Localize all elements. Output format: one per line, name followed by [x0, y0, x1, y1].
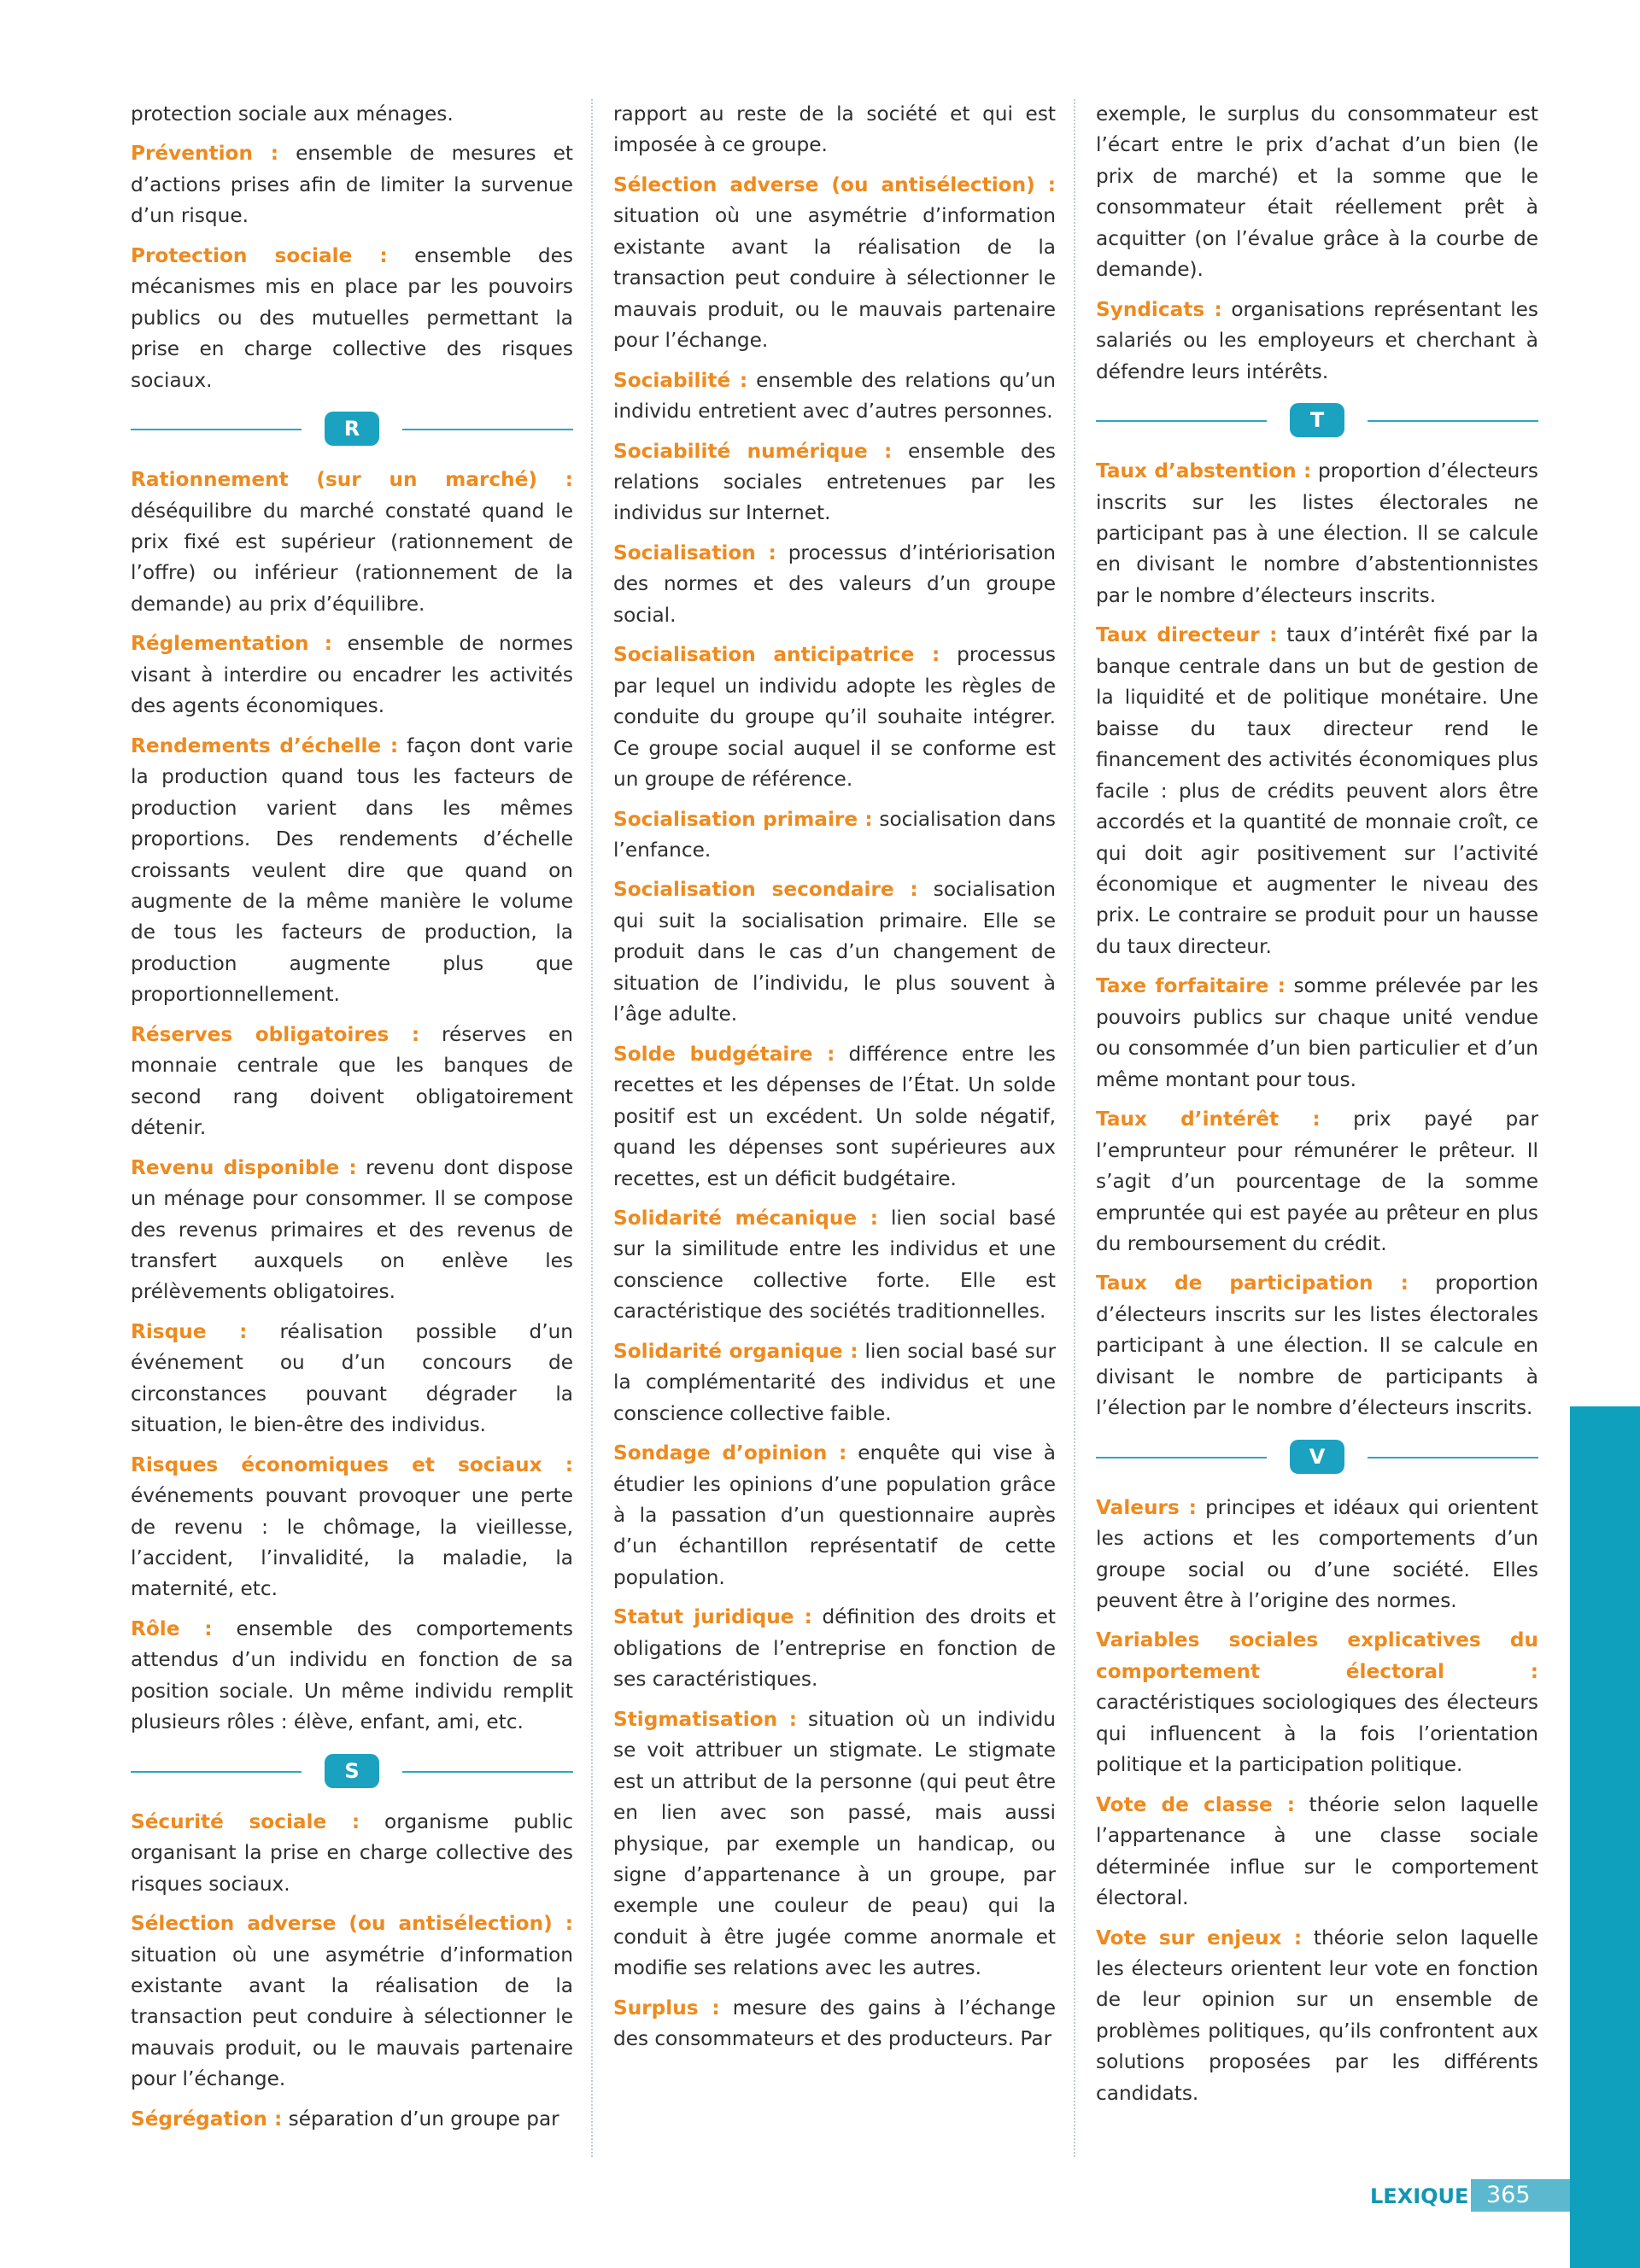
- glossary-definition: somme prélevée par les pouvoirs publics sur chaque unité vendue ou consommée d’un bien particulier et d’un même montant pour tous.: [1096, 974, 1538, 1091]
- glossary-entry: [613, 874, 1056, 1030]
- glossary-term: Variables sociales explicatives du comportement électoral :: [1096, 1628, 1538, 1683]
- glossary-term: Socialisation :: [613, 541, 776, 564]
- glossary-definition: situation où un individu se voit attribuer un stigmate. Le stigmate est un attribut de la personne (qui peut être en lien avec son passé, mais aussi physique, par exemple un handicap, ou signe d’appartenance à un groupe, par exemple une couleur de peau) qui la conduit à être jugée comme anormale et modifie ses relations avec les autres.: [613, 1707, 1057, 1980]
- glossary-definition: taux d’intérêt fixé par la banque centrale dans un but de gestion de la liquidité et de politique monétaire. Une baisse du taux directeur rend le financement des activités économiques plus facile : plus de crédits peuvent alors être accordés et la quantité de monnaie croît, ce qui doit agir positivement sur l’activité économique et augmenter le niveau des prix. Le contraire se produit pour un hausse du taux directeur.: [1096, 623, 1538, 958]
- glossary-entry: [1096, 1104, 1538, 1260]
- glossary-definition: déséquilibre du marché constaté quand le prix fixé est supérieur (rationnement de l’offre) ou inférieur (rationnement de la demande) au prix d’équilibre.: [131, 499, 573, 616]
- glossary-term: Valeurs :: [1096, 1495, 1197, 1519]
- letter-separator: [131, 1754, 573, 1790]
- glossary-entry: [613, 640, 1056, 795]
- glossary-term: Taux de participation :: [1096, 1271, 1409, 1295]
- glossary-term: Syndicats :: [1096, 297, 1222, 321]
- glossary-definition: façon dont varie la production quand tous les facteurs de production varient dans les mêmes proportions. Des rendements d’échelle croissants veulent dire que quand on augmente de la même manière le volume de tous les facteurs de production, la production augmente plus que proportionnellement.: [131, 734, 573, 1007]
- glossary-term: Réglementation :: [131, 632, 333, 656]
- glossary-definition: mesure des gains à l’échange des consommateurs et des producteurs. Par: [613, 1996, 1057, 2051]
- glossary-column-3: [1096, 99, 1538, 2118]
- glossary-term: Revenu disponible :: [131, 1155, 357, 1179]
- glossary-entry: [613, 436, 1056, 529]
- separator-line: [131, 429, 302, 430]
- glossary-definition: socialisation qui suit la socialisation primaire. Elle se produit dans le cas d’un changement de situation de l’individu, le plus souvent à l’âge adulte.: [613, 878, 1056, 1026]
- glossary-definition: proportion d’électeurs inscrits sur les listes électorales ne participant pas à une élection. Il se calcule en divisant le nombre d’abstentionnistes par le nombre d’électeurs inscrits.: [1096, 459, 1538, 607]
- glossary-entry: [1096, 1625, 1538, 1780]
- glossary-term: Sondage d’opinion :: [613, 1441, 847, 1465]
- glossary-entry: [131, 1450, 573, 1605]
- glossary-definition: lien social basé sur la complémentarité des individus et une conscience collective faible.: [613, 1339, 1057, 1425]
- glossary-definition: événements pouvant provoquer une perte de revenu : le chômage, la vieillesse, l’accident, l’invalidité, la maladie, la maternité, etc.: [131, 1484, 573, 1601]
- glossary-term: Sélection adverse (ou antisélection) :: [613, 172, 1056, 196]
- glossary-definition: proportion d’électeurs inscrits sur les listes électorales participant à une élection. Il se calcule en divisant le nombre de participants à l’élection par le nombre d’électeurs inscrits.: [1096, 1271, 1538, 1420]
- separator-line: [1368, 1457, 1538, 1458]
- glossary-entry: [131, 465, 573, 620]
- letter-badge: V: [1290, 1440, 1344, 1474]
- glossary-definition: ensemble de normes visant à interdire ou encadrer les activités des agents économiques.: [131, 632, 573, 718]
- glossary-entry: [131, 1020, 573, 1144]
- column-divider: [1074, 99, 1075, 2157]
- glossary-term: Sélection adverse (ou antisélection) :: [131, 1912, 573, 1936]
- glossary-entry: [131, 1807, 573, 1900]
- glossary-definition: caractéristiques sociologiques des électeurs qui influencent à la fois l’orientation politique et la participation politique.: [1096, 1691, 1538, 1777]
- glossary-definition: séparation d’un groupe par: [288, 2107, 559, 2131]
- footer-section-label: LEXIQUE: [1370, 2184, 1469, 2208]
- glossary-term: Sociabilité :: [613, 368, 748, 392]
- glossary-definition: réserves en monnaie centrale que les banques de second rang doivent obligatoirement détenir.: [131, 1022, 573, 1140]
- separator-line: [131, 1771, 302, 1773]
- glossary-entry: [131, 138, 573, 231]
- glossary-entry: [131, 1909, 573, 2096]
- letter-separator: [1096, 1440, 1538, 1476]
- continuation-text: rapport au reste de la société et qui est imposée à ce groupe.: [613, 102, 1056, 157]
- glossary-definition: processus d’intériorisation des normes et des valeurs d’un groupe social.: [613, 541, 1056, 627]
- glossary-definition: théorie selon laquelle les électeurs orientent leur vote en fonction de leur opinion sur un ensemble de problèmes politiques, qu’ils confrontent aux solutions proposées par les différents candidats.: [1096, 1926, 1539, 2105]
- glossary-term: Réserves obligatoires :: [131, 1022, 420, 1046]
- glossary-column-1: [131, 99, 573, 2143]
- glossary-term: Taux d’intérêt :: [1096, 1108, 1321, 1131]
- glossary-term: Rendements d’échelle :: [131, 734, 399, 757]
- letter-badge: R: [325, 412, 379, 446]
- glossary-entry: [1096, 971, 1538, 1096]
- glossary-definition: prix payé par l’emprunteur pour rémunérer le prêteur. Il s’agit d’un pourcentage de la somme empruntée qui est payée au prêteur en plus du remboursement du crédit.: [1096, 1108, 1538, 1255]
- glossary-entry: [613, 1039, 1056, 1195]
- glossary-entry: [1096, 1790, 1538, 1914]
- column-divider: [591, 99, 593, 2157]
- glossary-definition: réalisation possible d’un événement ou d’un concours de circonstances pouvant dégrader la situation, le bien-être des individus.: [131, 1319, 573, 1437]
- glossary-term: Socialisation anticipatrice :: [613, 643, 940, 667]
- glossary-term: Taux d’abstention :: [1096, 459, 1312, 483]
- separator-line: [1096, 420, 1267, 422]
- glossary-definition: ensemble de mesures et d’actions prises afin de limiter la survenue d’un risque.: [131, 142, 573, 228]
- glossary-term: Taxe forfaitaire :: [1096, 974, 1286, 998]
- glossary-term: Rationnement (sur un marché) :: [131, 468, 573, 492]
- glossary-term: Taux directeur :: [1096, 623, 1278, 647]
- glossary-term: Solde budgétaire :: [613, 1042, 835, 1066]
- continuation-text: exemple, le surplus du consommateur est l’écart entre le prix d’achat d’un bien (le prix de marché) et la somme que le consommateur était réellement prêt à acquitter (on l’évalue grâce à la courbe de demande).: [1096, 102, 1538, 282]
- glossary-entry: [1096, 456, 1538, 611]
- glossary-term: Rôle :: [131, 1616, 213, 1640]
- glossary-term: Socialisation secondaire :: [613, 878, 918, 902]
- glossary-term: Ségrégation :: [131, 2107, 283, 2131]
- glossary-definition: organisations représentant les salariés ou les employeurs et cherchant à défendre leurs intérêts.: [1096, 297, 1538, 383]
- glossary-term: Sécurité sociale :: [131, 1809, 360, 1833]
- glossary-entry: [613, 1602, 1056, 1695]
- glossary-term: Risque :: [131, 1319, 248, 1343]
- glossary-entry: [1096, 1493, 1538, 1617]
- glossary-entry: [131, 2104, 573, 2135]
- glossary-definition: différence entre les recettes et les dépenses de l’État. Un solde positif est un excédent. Un solde négatif, quand les dépenses sont supérieures aux recettes, est un déficit budgétaire.: [613, 1042, 1056, 1190]
- glossary-entry: [613, 1993, 1056, 2055]
- glossary-definition: processus par lequel un individu adopte les règles de conduite du groupe qu’il souhaite intégrer. Ce groupe social auquel il se conforme est un groupe de référence.: [613, 643, 1056, 792]
- glossary-definition: définition des droits et obligations de l’entreprise en fonction de ses caractéristiques.: [613, 1605, 1056, 1692]
- glossary-term: Solidarité organique :: [613, 1339, 858, 1363]
- glossary-definition: socialisation dans l’enfance.: [613, 807, 1057, 862]
- glossary-definition: ensemble des comportements attendus d’un individu en fonction de sa position sociale. Un même individu remplit plusieurs rôles : élève, enfant, ami, etc.: [131, 1616, 573, 1734]
- glossary-definition: ensemble des mécanismes mis en place par les pouvoirs publics ou des mutuelles permettant la prise en charge collective des risques sociaux.: [131, 243, 573, 392]
- glossary-entry: [1096, 295, 1538, 388]
- glossary-column-2: [613, 99, 1056, 2064]
- glossary-entry: [613, 170, 1056, 357]
- glossary-definition: situation où une asymétrie d’information existante avant la réalisation de la transaction peut conduire à sélectionner le mauvais produit, ou le mauvais partenaire pour l’échange.: [613, 204, 1056, 353]
- glossary-definition: organisme public organisant la prise en charge collective des risques sociaux.: [131, 1809, 573, 1896]
- glossary-term: Vote de classe :: [1096, 1792, 1296, 1816]
- glossary-entry: [1096, 1923, 1538, 2110]
- glossary-entry: [131, 628, 573, 722]
- separator-line: [402, 429, 573, 430]
- side-tab: [1570, 1406, 1640, 2268]
- glossary-entry: [613, 538, 1056, 631]
- glossary-entry: [613, 804, 1056, 867]
- glossary-term: Statut juridique :: [613, 1605, 812, 1629]
- glossary-entry: [131, 731, 573, 1011]
- glossary-entry: [613, 1336, 1056, 1429]
- glossary-entry: [131, 1317, 573, 1441]
- glossary-entry: [131, 1614, 573, 1739]
- continuation-text: protection sociale aux ménages.: [131, 102, 454, 126]
- glossary-term: Socialisation primaire :: [613, 807, 873, 831]
- page-number: 365: [1471, 2179, 1570, 2212]
- glossary-term: Surplus :: [613, 1996, 720, 2020]
- glossary-definition: lien social basé sur la similitude entre les individus et une conscience collective forte. Elle est caractéristique des sociétés traditionnelles.: [613, 1206, 1056, 1324]
- glossary-entry: [613, 365, 1056, 428]
- glossary-term: Protection sociale :: [131, 243, 388, 267]
- glossary-entry: [1096, 1268, 1538, 1423]
- glossary-entry: [613, 1438, 1056, 1593]
- glossary-term: Vote sur enjeux :: [1096, 1926, 1303, 1949]
- glossary-term: Prévention :: [131, 142, 279, 166]
- glossary-term: Sociabilité numérique :: [613, 439, 893, 463]
- glossary-definition: situation où une asymétrie d’information existante avant la réalisation de la transaction peut conduire à sélectionner le mauvais produit, ou le mauvais partenaire pour l’échange.: [131, 1943, 573, 2091]
- glossary-term: Risques économiques et sociaux :: [131, 1453, 573, 1476]
- glossary-term: Stigmatisation :: [613, 1707, 798, 1731]
- separator-line: [1096, 1457, 1267, 1458]
- glossary-entry: [131, 241, 573, 396]
- glossary-term: Solidarité mécanique :: [613, 1206, 879, 1230]
- glossary-definition: ensemble des relations sociales entretenues par les individus sur Internet.: [613, 439, 1056, 525]
- glossary-entry: [613, 1704, 1056, 1984]
- glossary-definition: revenu dont dispose un ménage pour consommer. Il se compose des revenus primaires et des revenus de transfert auxquels on enlève les prélèvements obligatoires.: [131, 1155, 573, 1304]
- letter-separator: [131, 412, 573, 447]
- glossary-entry: [613, 1203, 1056, 1328]
- separator-line: [1368, 420, 1538, 422]
- glossary-definition: ensemble des relations qu’un individu entretient avec d’autres personnes.: [613, 368, 1056, 424]
- glossary-definition: principes et idéaux qui orientent les actions et les comportements d’un groupe social ou d’une société. Elles peuvent être à l’origine des normes.: [1096, 1495, 1538, 1613]
- letter-badge: T: [1290, 403, 1344, 437]
- separator-line: [402, 1771, 573, 1773]
- glossary-definition: théorie selon laquelle l’appartenance à une classe sociale déterminée influe sur le comportement électoral.: [1096, 1792, 1539, 1910]
- letter-badge: S: [325, 1754, 379, 1788]
- glossary-definition: enquête qui vise à étudier les opinions d’une population grâce à la passation d’un questionnaire auprès d’un échantillon représentatif de cette population.: [613, 1441, 1056, 1589]
- glossary-entry: [131, 1153, 573, 1308]
- letter-separator: [1096, 403, 1538, 439]
- glossary-entry: [1096, 620, 1538, 962]
